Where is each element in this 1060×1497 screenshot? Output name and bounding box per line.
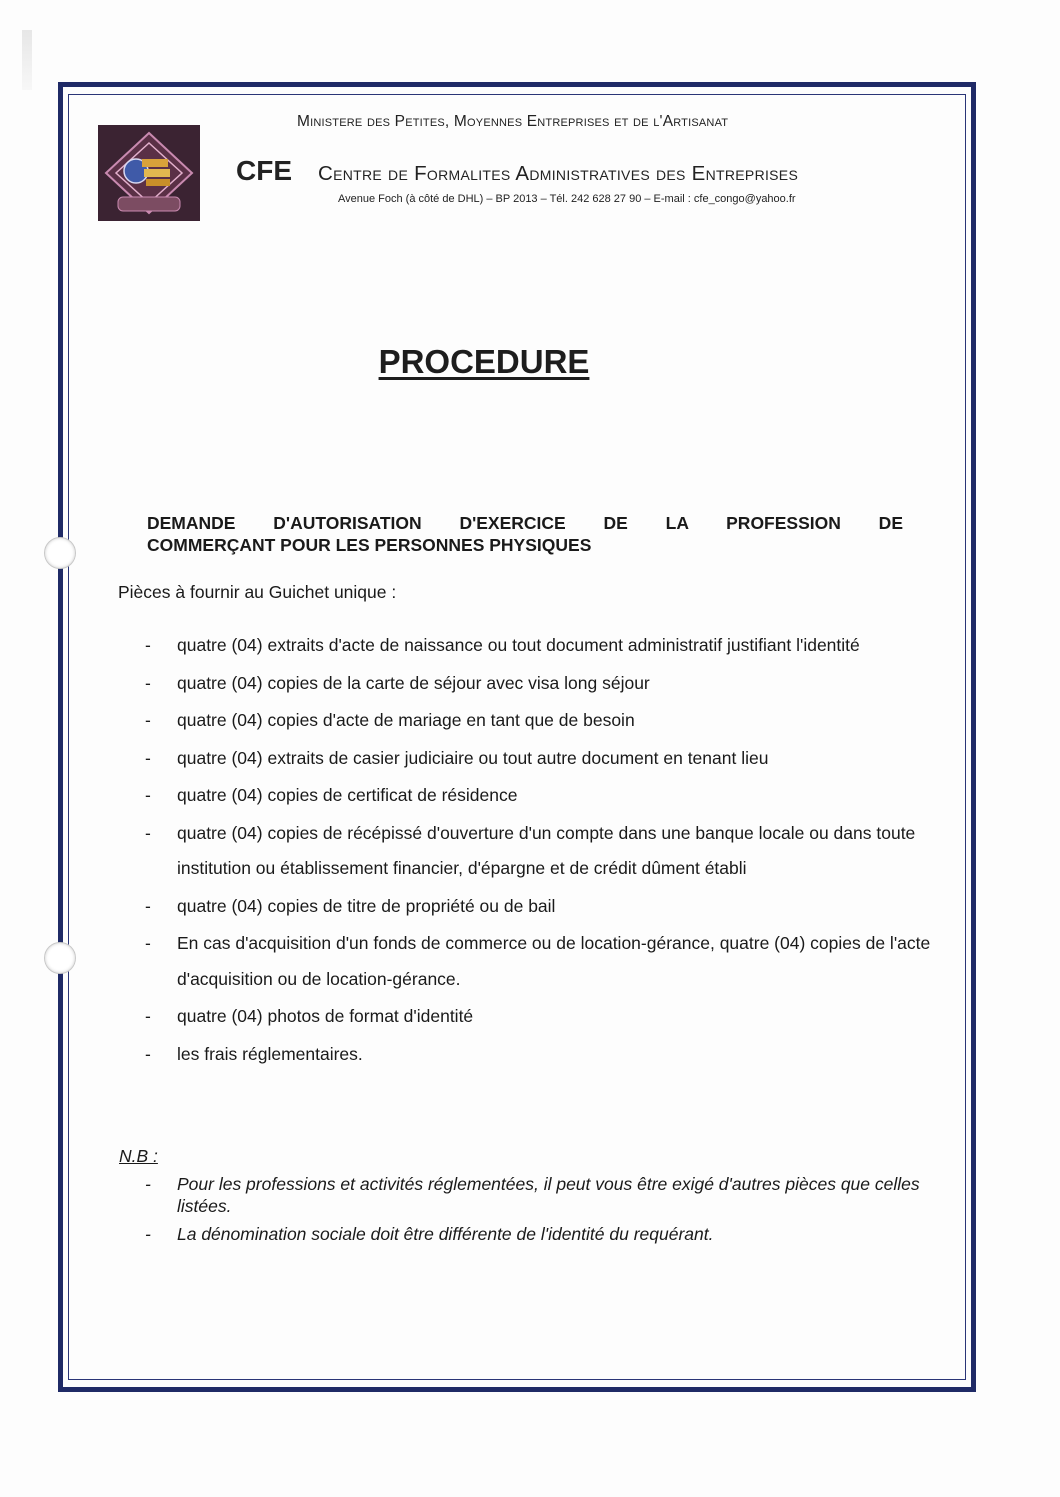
list-item: [145, 741, 945, 777]
required-documents-intro: Pièces à fournir au Guichet unique :: [118, 582, 397, 602]
list-item: [145, 926, 945, 997]
cfe-logo: [98, 125, 200, 221]
bullet-dash: -: [145, 933, 151, 953]
bullet-dash: -: [145, 1174, 151, 1194]
list-item: [145, 816, 945, 887]
list-item-text: quatre (04) copies de titre de propriété ou de bail: [177, 895, 556, 916]
bullet-dash: -: [145, 1043, 151, 1064]
list-item: [145, 628, 945, 664]
nb-note: [145, 1173, 945, 1217]
bullet-dash: -: [145, 1006, 151, 1026]
list-item-text: quatre (04) photos de format d'identité: [177, 1006, 474, 1026]
document-title: [0, 343, 1060, 381]
cfe-full-name: Centre de Formalites Administratives des Entreprises: [318, 162, 799, 185]
list-item-text: quatre (04) copies de certificat de résidence: [177, 785, 518, 805]
nb-note-text: Pour les professions et activités réglementées, il peut vous être exigé d'autres pièces que celles listées.: [177, 1174, 920, 1216]
bullet-dash: -: [145, 822, 151, 843]
list-item: [145, 666, 945, 702]
nb-note-text: La dénomination sociale doit être différente de l'identité du requérant.: [177, 1224, 714, 1244]
bullet-dash: -: [145, 747, 151, 768]
list-item-text: les frais réglementaires.: [177, 1043, 363, 1064]
subject-line-1: DEMANDE D'AUTORISATION D'EXERCICE DE LA PROFESSION DE: [147, 513, 903, 533]
document-title-text: PROCEDURE: [378, 343, 590, 380]
subject-line-2: COMMERÇANT POUR LES PERSONNES PHYSIQUES: [147, 535, 592, 555]
scan-artifact: [22, 30, 32, 90]
list-item-text: En cas d'acquisition d'un fonds de commerce ou de location-gérance, quatre (04) copies de l'acte d'acquisition ou de location-gérance.: [177, 933, 931, 989]
list-item: [145, 1037, 945, 1073]
list-item: [145, 889, 945, 925]
nb-label: N.B :: [119, 1146, 158, 1166]
bullet-dash: -: [145, 1224, 151, 1244]
nb-note: [145, 1223, 945, 1245]
list-item: [145, 703, 945, 739]
bullet-dash: -: [145, 635, 151, 655]
cfe-abbreviation: CFE: [236, 155, 292, 186]
bullet-dash: -: [145, 785, 151, 805]
bullet-dash: -: [145, 895, 151, 916]
request-subject: [147, 512, 903, 556]
ministry-name: Ministere des Petites, Moyennes Entreprises et de l'Artisanat: [297, 113, 729, 130]
list-item-text: quatre (04) copies de la carte de séjour avec visa long séjour: [177, 672, 650, 693]
bullet-dash: -: [145, 672, 151, 693]
punch-hole-top: [44, 537, 76, 569]
nb-notes-list: [145, 1173, 945, 1251]
list-item-text: quatre (04) extraits de casier judiciaire ou tout autre document en tenant lieu: [177, 747, 769, 768]
punch-hole-bottom: [44, 942, 76, 974]
list-item-text: quatre (04) extraits d'acte de naissance ou tout document administratif justifiant l'identité: [177, 635, 860, 655]
list-item: [145, 778, 945, 814]
list-item-text: quatre (04) copies de récépissé d'ouverture d'un compte dans une banque locale ou dans toute institution ou établissement financier, d'épargne et de crédit dûment établi: [177, 822, 916, 878]
bullet-dash: -: [145, 710, 151, 730]
required-documents-list: [145, 628, 945, 1074]
list-item-text: quatre (04) copies d'acte de mariage en tant que de besoin: [177, 710, 635, 730]
list-item: [145, 999, 945, 1035]
contact-address: Avenue Foch (à côté de DHL) – BP 2013 – Tél. 242 628 27 90 – E-mail : cfe_congo@yahoo.fr: [338, 193, 796, 205]
